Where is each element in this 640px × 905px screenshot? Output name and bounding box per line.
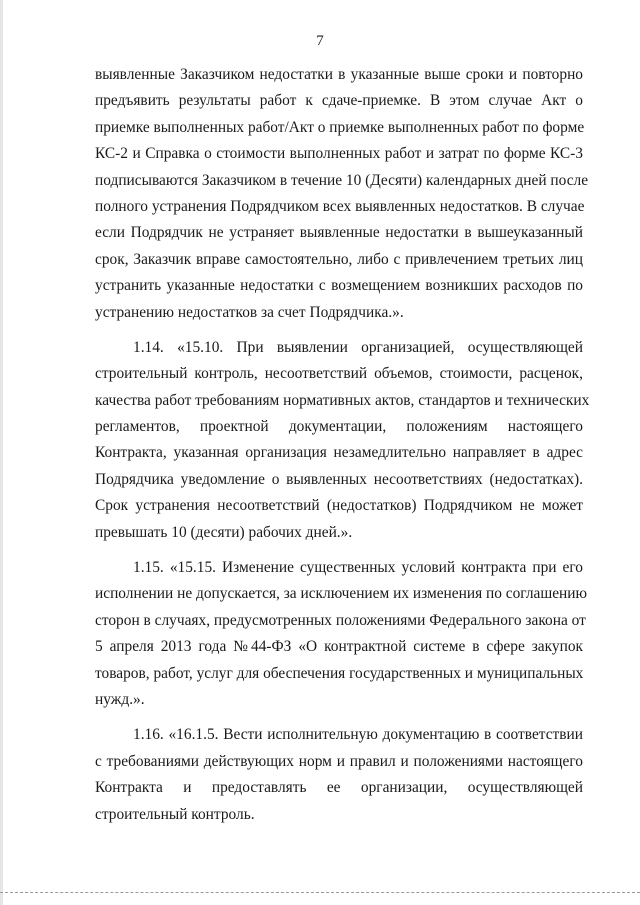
text-line: Подрядчика уведомление о выявленных несоответствиях (недостатках). <box>95 470 583 488</box>
text-line: качества работ требованиям нормативных актов, стандартов и технических <box>95 391 590 409</box>
scan-edge-shadow <box>0 0 3 905</box>
paragraph-1-16 <box>95 722 583 828</box>
text-line: устранению недостатков за счет Подрядчика.». <box>95 303 404 321</box>
text-line: 1.14. «15.10. При выявлении организацией, осуществляющей <box>133 338 583 356</box>
text-line: 5 апреля 2013 года №44-ФЗ «О контрактной системе в сфере закупок <box>95 638 583 656</box>
text-line: 1.16. «16.1.5. Вести исполнительную документацию в соответствии <box>133 726 583 744</box>
text-line: нужд.». <box>95 690 145 708</box>
text-line: приемке выполненных работ/Акт о приемке выполненных работ по форме <box>95 118 585 136</box>
text-line: Контракта и предоставлять ее организации, осуществляющей <box>95 779 583 797</box>
text-line: товаров, работ, услуг для обеспечения государственных и муниципальных <box>95 664 584 682</box>
paragraph-1-15 <box>95 555 588 713</box>
text-line: превышать 10 (десяти) рабочих дней.». <box>95 523 353 541</box>
paragraph-1-14 <box>95 335 590 546</box>
document-body <box>95 62 590 828</box>
text-line: полного устранения Подрядчиком всех выявленных недостатков. В случае <box>95 197 585 215</box>
text-line: если Подрядчик не устраняет выявленные недостатки в вышеуказанный <box>95 224 583 242</box>
text-line: 1.15. «15.15. Изменение существенных условий контракта при его <box>133 559 583 577</box>
text-line: подписываются Заказчиком в течение 10 (Десяти) календарных дней после <box>95 171 589 189</box>
text-line: Срок устранения несоответствий (недостатков) Подрядчиком не может <box>95 497 583 515</box>
text-line: выявленные Заказчиком недостатки в указанные выше сроки и повторно <box>95 66 583 83</box>
text-line: КС-2 и Справка о стоимости выполненных работ и затрат по форме КС-3 <box>95 145 583 163</box>
page-number: 7 <box>316 33 324 49</box>
text-line: с требованиями действующих норм и правил и положениями настоящего <box>95 752 583 770</box>
text-line: сторон в случаях, предусмотренных положениями Федерального закона от <box>95 611 586 629</box>
text-line: строительный контроль. <box>95 805 255 823</box>
paragraph-continuation <box>95 62 589 326</box>
text-line: срок, Заказчик вправе самостоятельно, либо с привлечением третьих лиц <box>95 250 583 268</box>
text-line: строительный контроль, несоответствий объемов, стоимости, расценок, <box>95 365 583 383</box>
text-line: Контракта, указанная организация незамедлительно направляет в адрес <box>95 444 583 462</box>
text-line: исполнении не допускается, за исключением их изменения по соглашению <box>95 585 588 603</box>
scan-bottom-edge <box>0 892 640 893</box>
text-line: предъявить результаты работ к сдаче-приемке. В этом случае Акт о <box>95 92 583 110</box>
text-line: устранить указанные недостатки с возмещением возникших расходов по <box>95 277 583 295</box>
text-line: регламентов, проектной документации, положениям настоящего <box>95 418 583 436</box>
